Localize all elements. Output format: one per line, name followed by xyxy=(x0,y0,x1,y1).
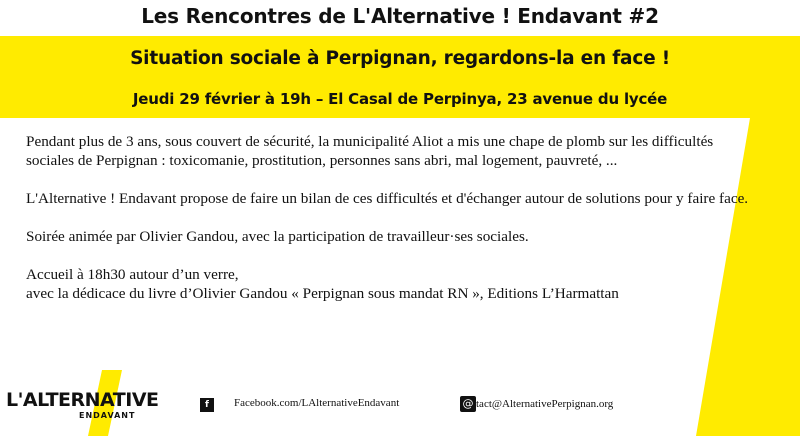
logo-main-text: L'ALTERNATIVE xyxy=(6,389,159,411)
book-signing-line: avec la dédicace du livre d’Olivier Gandou « Perpignan sous mandat RN », Editions L’Harmattan xyxy=(26,285,619,302)
event-details: Jeudi 29 février à 19h – El Casal de Perpinya, 23 avenue du lycée xyxy=(132,90,668,108)
paragraph-host: Soirée animée par Olivier Gandou, avec la participation de travailleur·ses sociales. xyxy=(26,228,529,245)
paragraph-welcome xyxy=(26,265,761,303)
page-title: Les Rencontres de L'Alternative ! Endavant #2 xyxy=(141,4,659,28)
facebook-icon: f xyxy=(200,398,214,412)
logo xyxy=(4,387,164,435)
body-content xyxy=(26,132,761,322)
page-subtitle: Situation sociale à Perpignan, regardons-la en face ! xyxy=(130,48,670,69)
email-link[interactable]: tact@AlternativePerpignan.org xyxy=(476,398,614,410)
email-icon: @ xyxy=(460,396,476,412)
facebook-link[interactable]: Facebook.com/LAlternativeEndavant xyxy=(234,397,400,409)
paragraph-intro: Pendant plus de 3 ans, sous couvert de sécurité, la municipalité Aliot a mis une chape de plomb sur les difficultés sociales de Perpignan : toxicomanie, prostitution, personnes sans abri, mal logement, pauvreté, ... xyxy=(26,133,714,169)
welcome-line: Accueil à 18h30 autour d’un verre, xyxy=(26,266,239,283)
paragraph-proposal: L'Alternative ! Endavant propose de faire un bilan de ces difficultés et d'échanger autour de solutions pour y faire face. xyxy=(26,190,749,207)
logo-sub-text: ENDAVANT xyxy=(79,411,136,420)
